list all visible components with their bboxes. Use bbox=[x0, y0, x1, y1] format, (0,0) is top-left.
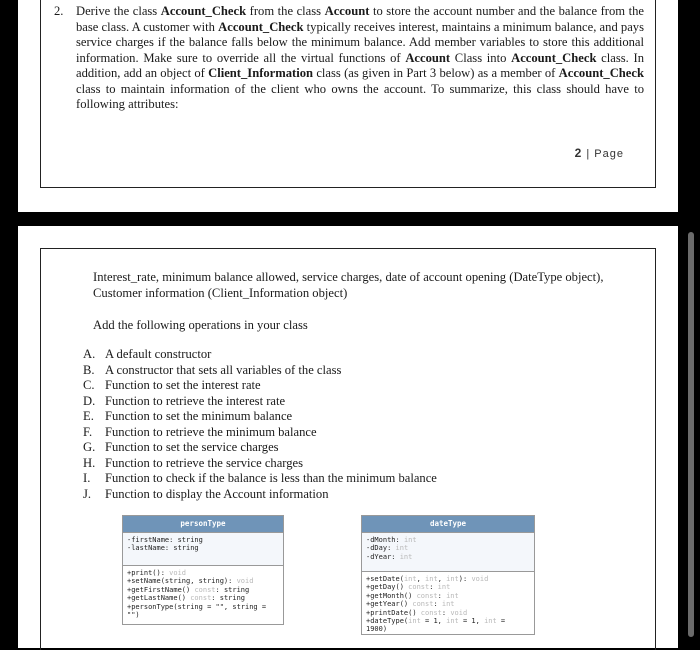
uml-keyword: int bbox=[425, 575, 438, 583]
uml-text: ): bbox=[458, 575, 472, 583]
uml-text: : string bbox=[215, 585, 250, 594]
uml-keyword: const bbox=[190, 594, 212, 603]
operation-text: Function to set the service charges bbox=[105, 440, 279, 454]
paragraph-text: to store the account number and the balance from the base class. A customer with bbox=[76, 4, 644, 34]
uml-attributes bbox=[123, 532, 283, 565]
uml-line bbox=[366, 575, 530, 583]
uml-keyword: int bbox=[408, 617, 421, 626]
uml-keyword: const bbox=[416, 591, 438, 600]
operation-item bbox=[83, 425, 437, 441]
uml-keyword: void bbox=[169, 569, 187, 577]
paragraph-text: class to maintain information of the client who owns the account. To summarize, this class should have to following attributes: bbox=[76, 81, 644, 111]
page-footer bbox=[575, 146, 624, 160]
page-number: 2 bbox=[574, 146, 583, 160]
uml-line bbox=[366, 583, 530, 591]
uml-keyword: const bbox=[420, 608, 442, 617]
uml-text: = 1, bbox=[420, 617, 447, 626]
uml-keyword: int bbox=[441, 600, 455, 609]
uml-text: +print(): bbox=[127, 569, 170, 577]
uml-line bbox=[366, 544, 530, 552]
uml-keyword: int bbox=[437, 583, 451, 592]
operations-list bbox=[83, 347, 437, 502]
uml-datetype-class bbox=[361, 515, 535, 635]
uml-line bbox=[366, 600, 530, 608]
uml-text: +getMonth() bbox=[366, 591, 417, 600]
uml-text: , bbox=[437, 575, 447, 583]
uml-line bbox=[366, 592, 530, 600]
uml-text: -dYear: bbox=[366, 552, 400, 561]
bold-term: Account bbox=[324, 4, 370, 18]
uml-keyword: int bbox=[395, 544, 409, 553]
uml-keyword: int bbox=[403, 536, 417, 544]
paragraph-text: class. In addition, add an object of bbox=[76, 50, 645, 80]
paragraph-text: from the class bbox=[246, 4, 325, 18]
operation-letter: C. bbox=[83, 378, 95, 392]
operation-letter: A. bbox=[83, 347, 96, 361]
document-page-2 bbox=[18, 226, 678, 648]
uml-text: +printDate() bbox=[366, 608, 421, 617]
page-separator: | bbox=[582, 148, 595, 160]
uml-keyword: int bbox=[446, 591, 459, 600]
paragraph-text: Derive the class bbox=[76, 4, 161, 18]
uml-text: : string bbox=[211, 594, 246, 603]
bold-term: Account_Check bbox=[218, 19, 304, 34]
uml-text: : bbox=[437, 591, 447, 600]
uml-keyword: const bbox=[412, 600, 434, 609]
uml-keyword: int bbox=[403, 575, 417, 583]
uml-line bbox=[366, 553, 530, 561]
operation-item bbox=[83, 347, 437, 363]
uml-keyword: int bbox=[484, 617, 497, 626]
uml-line bbox=[127, 586, 279, 594]
operation-text: Function to check if the balance is less than the minimum balance bbox=[105, 471, 437, 485]
uml-text: -dDay: bbox=[366, 544, 396, 553]
operation-item bbox=[83, 363, 437, 379]
operation-item bbox=[83, 378, 437, 394]
operation-letter: J. bbox=[83, 486, 92, 501]
operation-text: A default constructor bbox=[105, 347, 212, 361]
uml-text: +setName(string, string): bbox=[127, 577, 237, 586]
uml-persontype-class bbox=[122, 515, 284, 625]
operation-text: Function to set the minimum balance bbox=[105, 409, 293, 423]
attributes-text: Interest_rate, minimum balance allowed, service charges, date of account opening (DateType object), Customer information (Client_Information object) bbox=[93, 270, 604, 300]
operation-item bbox=[83, 487, 437, 503]
uml-text: +dateType( bbox=[366, 617, 409, 626]
uml-text: +getDay() bbox=[366, 583, 409, 592]
uml-line bbox=[366, 617, 530, 634]
operation-item bbox=[83, 471, 437, 487]
bold-term: Client_Information bbox=[208, 66, 314, 80]
operation-text: A constructor that sets all variables of the class bbox=[105, 362, 342, 377]
uml-text: +getYear() bbox=[366, 600, 413, 609]
bold-term: Account bbox=[405, 50, 451, 65]
question-number: 2. bbox=[54, 4, 64, 18]
uml-keyword: void bbox=[450, 608, 468, 617]
operation-letter: E. bbox=[83, 409, 94, 423]
uml-text: : bbox=[429, 583, 438, 592]
uml-keyword: int bbox=[446, 617, 459, 626]
uml-line bbox=[127, 569, 279, 577]
uml-keyword: const bbox=[194, 585, 216, 594]
uml-line bbox=[366, 536, 530, 544]
document-page-1 bbox=[18, 0, 678, 212]
uml-text: : bbox=[441, 608, 451, 617]
operation-item bbox=[83, 409, 437, 425]
operation-item bbox=[83, 394, 437, 410]
operation-letter: I. bbox=[83, 471, 91, 485]
uml-keyword: const bbox=[408, 583, 430, 592]
operation-letter: G. bbox=[83, 440, 96, 454]
uml-text: +getFirstName() bbox=[127, 585, 195, 594]
paragraph-text: Class into bbox=[450, 50, 512, 65]
paragraph-text: class (as given in Part 3 below) as a member of bbox=[313, 66, 559, 80]
uml-keyword: void bbox=[471, 575, 489, 583]
operation-letter: F. bbox=[83, 424, 93, 439]
uml-text: +getLastName() bbox=[127, 594, 191, 603]
operation-letter: H. bbox=[83, 455, 96, 470]
uml-attributes bbox=[362, 532, 534, 571]
uml-line bbox=[366, 609, 530, 617]
uml-line bbox=[127, 603, 279, 620]
uml-keyword: void bbox=[236, 577, 254, 586]
operation-letter: B. bbox=[83, 362, 95, 377]
operation-text: Function to retrieve the minimum balance bbox=[105, 424, 317, 439]
operation-item bbox=[83, 456, 437, 472]
bold-term: Account_Check bbox=[511, 50, 597, 65]
uml-text: = 1900) bbox=[366, 617, 506, 634]
uml-keyword: int bbox=[399, 552, 413, 561]
uml-text: = 1, bbox=[458, 617, 485, 626]
page-word: Page bbox=[594, 148, 624, 160]
uml-methods bbox=[123, 565, 283, 622]
scrollbar[interactable] bbox=[688, 232, 694, 637]
operation-text: Function to display the Account information bbox=[105, 486, 329, 501]
operation-letter: D. bbox=[83, 393, 96, 408]
operation-text: Function to set the interest rate bbox=[105, 378, 261, 392]
uml-text: +setDate( bbox=[366, 575, 404, 583]
uml-line: -firstName: string bbox=[127, 536, 203, 544]
uml-line bbox=[127, 594, 279, 602]
uml-line: -lastName: string bbox=[127, 544, 199, 553]
operation-text: Function to retrieve the service charges bbox=[105, 455, 304, 470]
uml-text: -dMonth: bbox=[366, 536, 404, 544]
uml-text: : bbox=[433, 600, 442, 609]
uml-class-title: dateType bbox=[362, 516, 534, 532]
uml-methods bbox=[362, 571, 534, 637]
bold-term: Account_Check bbox=[558, 66, 644, 80]
uml-line bbox=[127, 577, 279, 585]
operation-text: Function to retrieve the interest rate bbox=[105, 393, 286, 408]
uml-text: +personType(string = "", string = "") bbox=[127, 602, 267, 620]
bold-term: Account_Check bbox=[160, 4, 247, 18]
operations-intro: Add the following operations in your class bbox=[93, 318, 308, 332]
paragraph-text: typically receives interest, maintains a minimum balance, and pays service charges if the balance falls below the minimum balance. Add member variables to store this additional information. Make sure to override all the virtual functions of bbox=[76, 19, 644, 65]
operation-item bbox=[83, 440, 437, 456]
uml-keyword: int bbox=[446, 575, 459, 583]
question-paragraph bbox=[76, 4, 644, 113]
uml-text: , bbox=[416, 575, 426, 583]
uml-class-title: personType bbox=[123, 516, 283, 532]
